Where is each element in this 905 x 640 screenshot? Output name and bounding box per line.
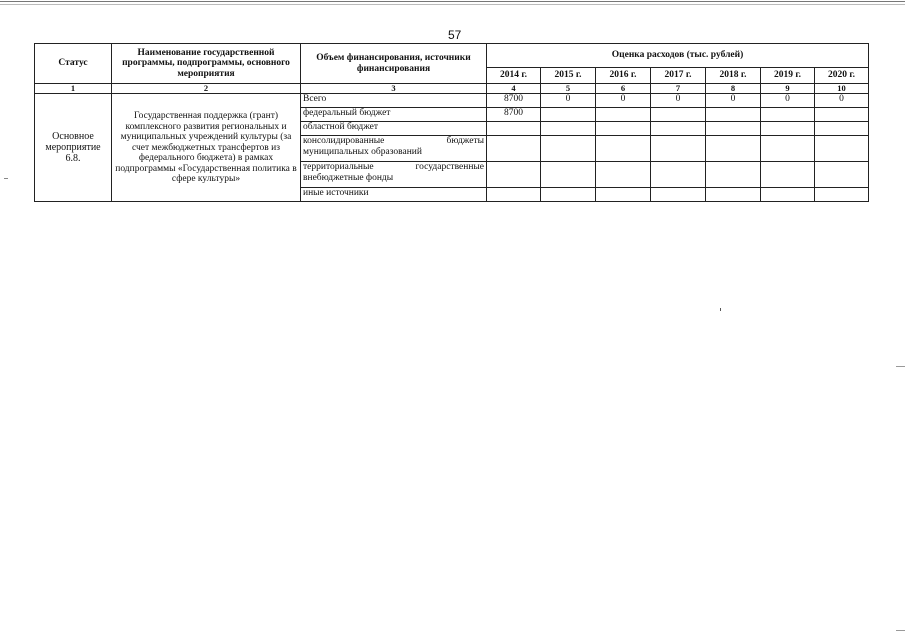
value-cell [487,136,541,162]
scan-mark [896,366,905,367]
source-label-line: консолидированные бюджеты [303,136,484,147]
header-status: Статус [35,44,112,84]
value-cell [761,108,815,122]
value-cell [706,108,761,122]
header-year: 2017 г. [651,68,706,84]
value-cell [815,162,869,188]
value-cell [487,188,541,202]
source-label-line: муниципальных образований [303,146,422,157]
header-estimate: Оценка расходов (тыс. рублей) [487,44,869,68]
value-cell [651,122,706,136]
column-number: 6 [596,84,651,94]
value-cell [651,162,706,188]
source-label: Всего [301,94,487,108]
scan-mark [720,308,721,311]
value-cell [651,136,706,162]
value-cell: 0 [541,94,596,108]
column-number: 3 [301,84,487,94]
source-label [301,162,487,188]
column-number: 4 [487,84,541,94]
scan-mark [896,630,905,631]
expenses-table [34,43,869,202]
source-label: областной бюджет [301,122,487,136]
value-cell [487,162,541,188]
value-cell [706,188,761,202]
source-label: иные источники [301,188,487,202]
column-number: 5 [541,84,596,94]
value-cell [651,108,706,122]
source-label-line: территориальные государственные [303,162,484,173]
value-cell [596,162,651,188]
value-cell [815,122,869,136]
value-cell [541,108,596,122]
value-cell [761,122,815,136]
page-number: 57 [448,28,462,42]
value-cell [596,136,651,162]
header-year: 2019 г. [761,68,815,84]
value-cell [706,162,761,188]
value-cell [596,122,651,136]
source-label: федеральный бюджет [301,108,487,122]
column-numbers-row [35,84,869,94]
value-cell [596,188,651,202]
column-number: 1 [35,84,112,94]
value-cell [761,162,815,188]
value-cell: 8700 [487,94,541,108]
value-cell: 8700 [487,108,541,122]
value-cell [487,122,541,136]
value-cell [541,188,596,202]
value-cell [815,136,869,162]
value-cell [815,188,869,202]
header-row-1 [35,44,869,68]
column-number: 9 [761,84,815,94]
header-year: 2016 г. [596,68,651,84]
column-number: 2 [112,84,301,94]
value-cell [761,136,815,162]
column-number: 7 [651,84,706,94]
value-cell [651,188,706,202]
top-rule [0,1,905,2]
row-name: Государственная поддержка (грант) комплексного развития региональных и муниципальных учреждений культуры (за счет межбюджетных трансфертов из федерального бюджета) в рамках подпрограммы «Государственная политика в сфере культуры» [112,94,301,202]
value-cell [761,188,815,202]
value-cell [596,108,651,122]
header-year: 2014 г. [487,68,541,84]
value-cell: 0 [761,94,815,108]
value-cell: 0 [815,94,869,108]
column-number: 8 [706,84,761,94]
header-funding: Объем финансирования, источники финансирования [301,44,487,84]
value-cell [706,136,761,162]
table-row [35,94,869,108]
value-cell [706,122,761,136]
value-cell: 0 [706,94,761,108]
header-name: Наименование государственной программы, подпрограммы, основного мероприятия [112,44,301,84]
value-cell: 0 [596,94,651,108]
value-cell [541,122,596,136]
value-cell: 0 [651,94,706,108]
value-cell [541,162,596,188]
source-label [301,136,487,162]
value-cell [541,136,596,162]
scan-mark [4,178,8,179]
value-cell [815,108,869,122]
column-number: 10 [815,84,869,94]
row-status: Основное мероприятие 6.8. [35,94,112,202]
source-label-line: внебюджетные фонды [303,172,394,183]
top-rule-secondary [0,4,905,5]
header-year: 2020 г. [815,68,869,84]
header-year: 2015 г. [541,68,596,84]
header-year: 2018 г. [706,68,761,84]
